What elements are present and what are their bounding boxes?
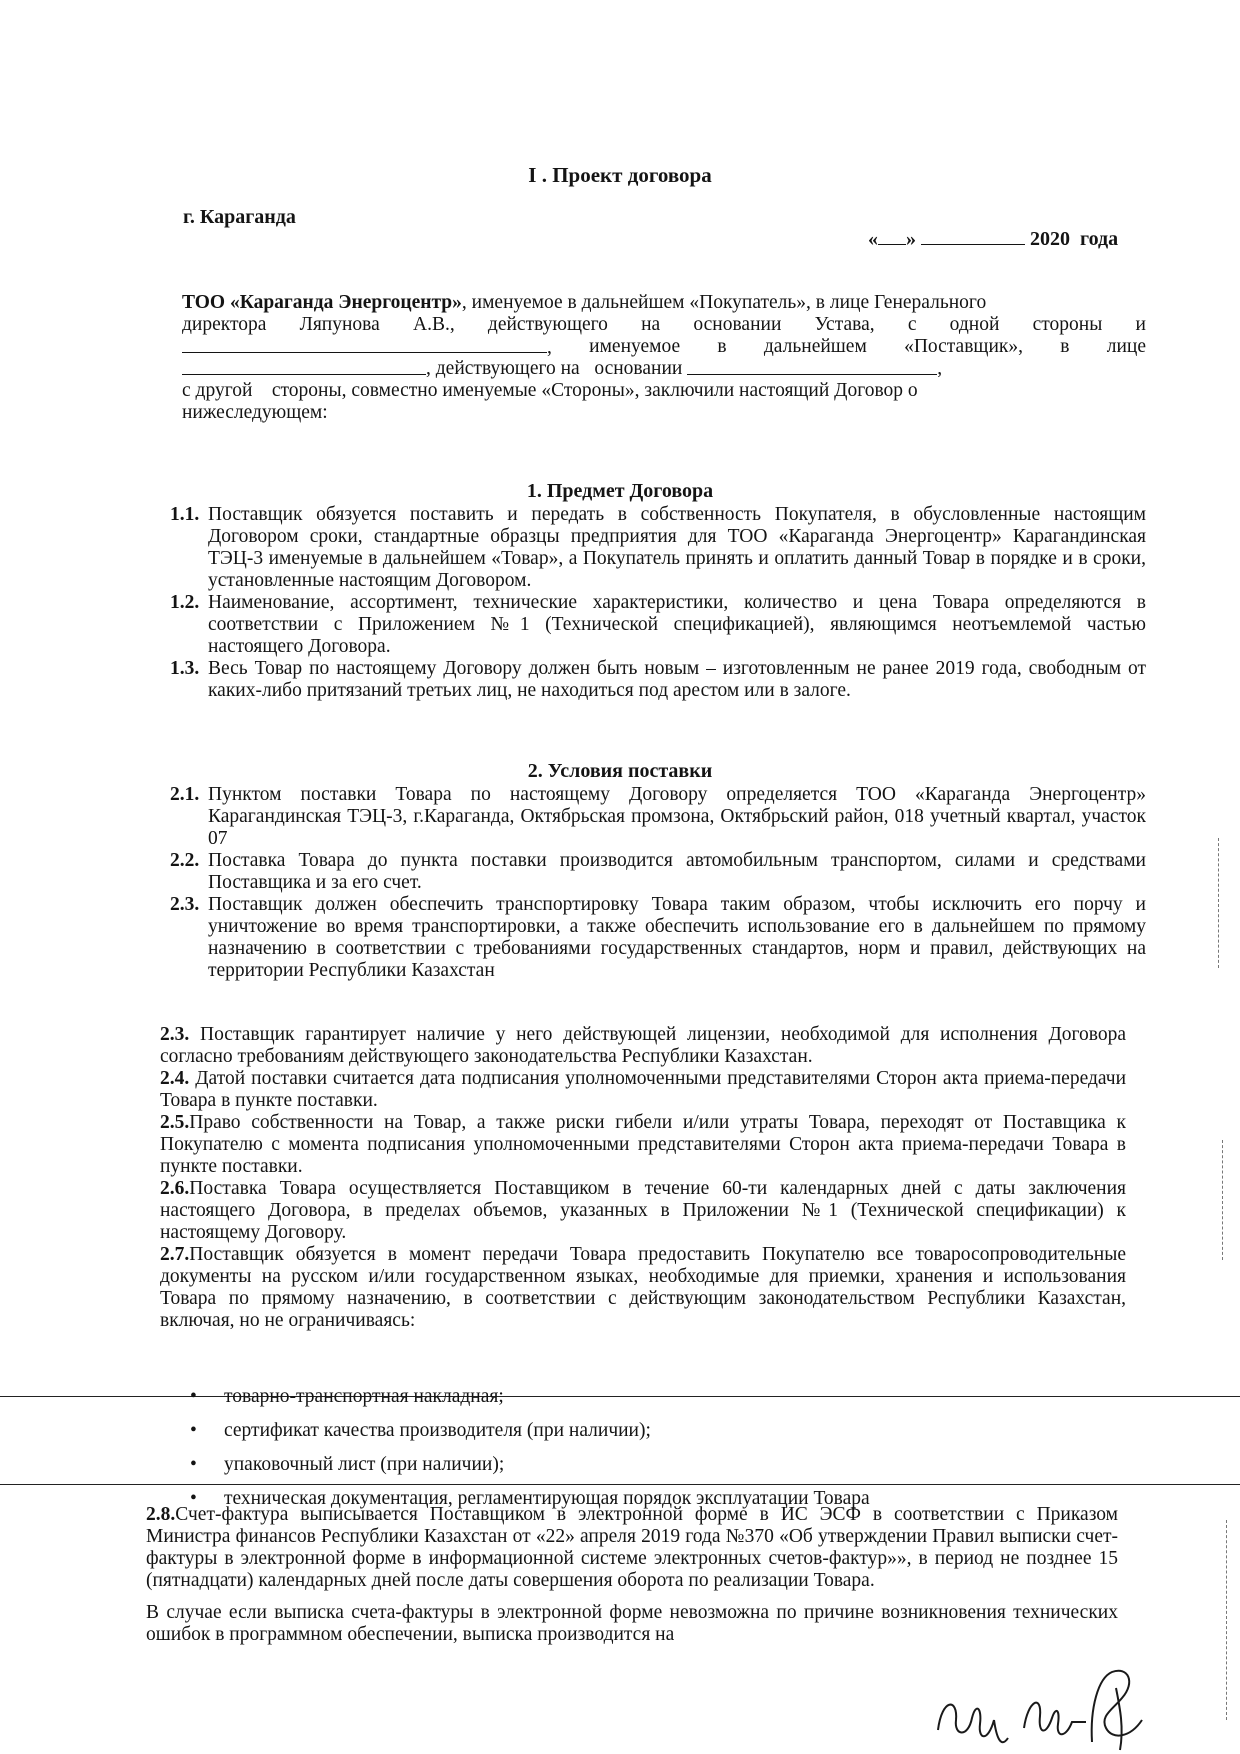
section-2-items-b xyxy=(160,1024,1126,1332)
buyer-name: ТОО «Караганда Энергоцентр» xyxy=(182,292,462,313)
preamble-line: ТОО «Караганда Энергоцентр» , именуемое в дальнейшем «Покупатель», в лице Генерального xyxy=(182,292,987,313)
clause-2-7: 2.7.Поставщик обязуется в момент передачи Товара предоставить Покупателю все товаросопроводительные документы на русском и/или государственном языках, необходимые для приемки, хранения и использования Товара по прямому назначению, в соответствии с действующим законодательством Республики Казахстан, включая, но не ограничиваясь: xyxy=(160,1244,1126,1331)
contract-date: « » 2020 года xyxy=(868,228,1119,250)
preamble xyxy=(182,292,1146,424)
preamble-line: с другой стороны, совместно именуемые «Стороны», заключили настоящий Договор о xyxy=(182,380,918,401)
signature-3 xyxy=(1092,1671,1142,1750)
clause-2-3: 2.3. Поставщик должен обеспечить транспортировку Товара таким образом, чтобы исключить его порчу и уничтожение во время транспортировки, а также обеспечить использование его в дальнейшем по прямому назначению в соответствии с требованиями государственных стандартов, норм и правил, действующих на территории Республики Казахстан xyxy=(170,894,1146,981)
clause-2-4: 2.4. Датой поставки считается дата подписания уполномоченными представителями Сторон акта приема-передачи Товара в пункте поставки. xyxy=(160,1068,1127,1111)
list-item: • упаковочный лист (при наличии); xyxy=(190,1454,505,1475)
month-blank xyxy=(921,226,1025,245)
preamble-line: директора Ляпунова А.В., действующего на основании Устава, с одной стороны и xyxy=(182,314,1146,335)
section-1-heading: 1. Предмет Договора xyxy=(526,480,714,502)
list-item: • товарно-транспортная накладная; xyxy=(190,1386,504,1407)
clause-2-1: 2.1. Пунктом поставки Товара по настоящему Договору определяется ТОО «Караганда Энергоцентр» Карагандинская ТЭЦ-3, г.Караганда, Октябрьская промзона, Октябрьский район, 018 учетный квартал, участок 07 xyxy=(170,784,1146,849)
document-title: I . Проект договора xyxy=(528,163,712,187)
preamble-line: , действующего на основании , xyxy=(182,358,1146,380)
supplier-name-blank xyxy=(182,336,547,353)
scan-margin-mark xyxy=(1218,838,1219,968)
scan-margin-mark xyxy=(1226,1520,1227,1720)
signatures xyxy=(930,1658,1160,1754)
signature-1 xyxy=(938,1705,1008,1743)
clause-1-3: 1.3. Весь Товар по настоящему Договору должен быть новым – изготовленным не ранее 2019 года, свободным от каких-либо притязаний третьих лиц, не находиться под арестом или в залоге. xyxy=(170,658,1146,701)
day-blank xyxy=(878,226,906,245)
section-2-heading: 2. Условия поставки xyxy=(527,760,713,782)
clause-2-3b: 2.3. Поставщик гарантирует наличие у него действующей лицензии, необходимой для исполнения Договора согласно требованиям действующего законодательства Республики Казахстан. xyxy=(160,1024,1127,1067)
section-2-items-a xyxy=(170,784,1146,982)
list-item: • сертификат качества производителя (при наличии); xyxy=(190,1420,651,1441)
scan-margin-mark xyxy=(1222,1140,1223,1260)
clause-2-5: 2.5.Право собственности на Товар, а также риски гибели и/или утраты Товара, переходят от Поставщика к Покупателю с момента подписания уполномоченными представителями Сторон акта приема-передачи Товара в пункте поставки. xyxy=(160,1112,1126,1177)
preamble-line: , именуемое в дальнейшем «Поставщик», в лице xyxy=(182,336,1146,358)
contract-city: г. Караганда xyxy=(183,206,296,228)
list-item: • техническая документация, регламентирующая порядок эксплуатации Товара xyxy=(190,1488,870,1509)
section-1-items xyxy=(170,504,1146,702)
clause-1-1: 1.1. Поставщик обязуется поставить и передать в собственность Покупателя, в обусловленные настоящим Договором сроки, стандартные образцы предприятия для ТОО «Караганда Энергоцентр» Карагандинская ТЭЦ-3 именуемые в дальнейшем «Товар», а Покупатель принять и оплатить данный Товар в порядке и в сроки, установленные настоящим Договором. xyxy=(170,504,1146,591)
preamble-line: нижеследующем: xyxy=(182,402,328,423)
signature-2 xyxy=(1024,1703,1086,1735)
section-2-items-c xyxy=(146,1504,1118,1646)
last-paragraph: В случае если выписка счета-фактуры в электронной форме невозможна по причине возникновения технических ошибок в программном обеспечении, выписка производится на xyxy=(146,1602,1118,1645)
basis-blank xyxy=(687,358,937,375)
representative-blank xyxy=(182,358,426,375)
clause-1-2: 1.2. Наименование, ассортимент, технические характеристики, количество и цена Товара определяются в соответствии с Приложением №1 (Технической спецификацией), являющимся неотъемлемой частью настоящего Договора. xyxy=(170,592,1146,657)
clause-2-6: 2.6.Поставка Товара осуществляется Поставщиком в течение 60-ти календарных дней с даты заключения настоящего Договора, в пределах объемов, указанных в Приложении №1 (Технической спецификации) к настоящему Договору. xyxy=(160,1178,1126,1243)
clause-2-2: 2.2. Поставка Товара до пункта поставки производится автомобильным транспортом, силами и средствами Поставщика и за его счет. xyxy=(170,850,1146,893)
clause-2-8: 2.8.Счет-фактура выписывается Поставщиком в электронной форме в ИС ЭСФ в соответствии с Приказом Министра финансов Республики Казахстан от «22» апреля 2019 года №370 «Об утверждении Правил выписки счет-фактуры в электронной форме в информационной системе электронных счетов-фактур»», в период не позднее 15 (пятнадцати) календарных дней после даты совершения оборота по реализации Товара. xyxy=(146,1504,1118,1591)
documents-list xyxy=(190,1386,1090,1522)
